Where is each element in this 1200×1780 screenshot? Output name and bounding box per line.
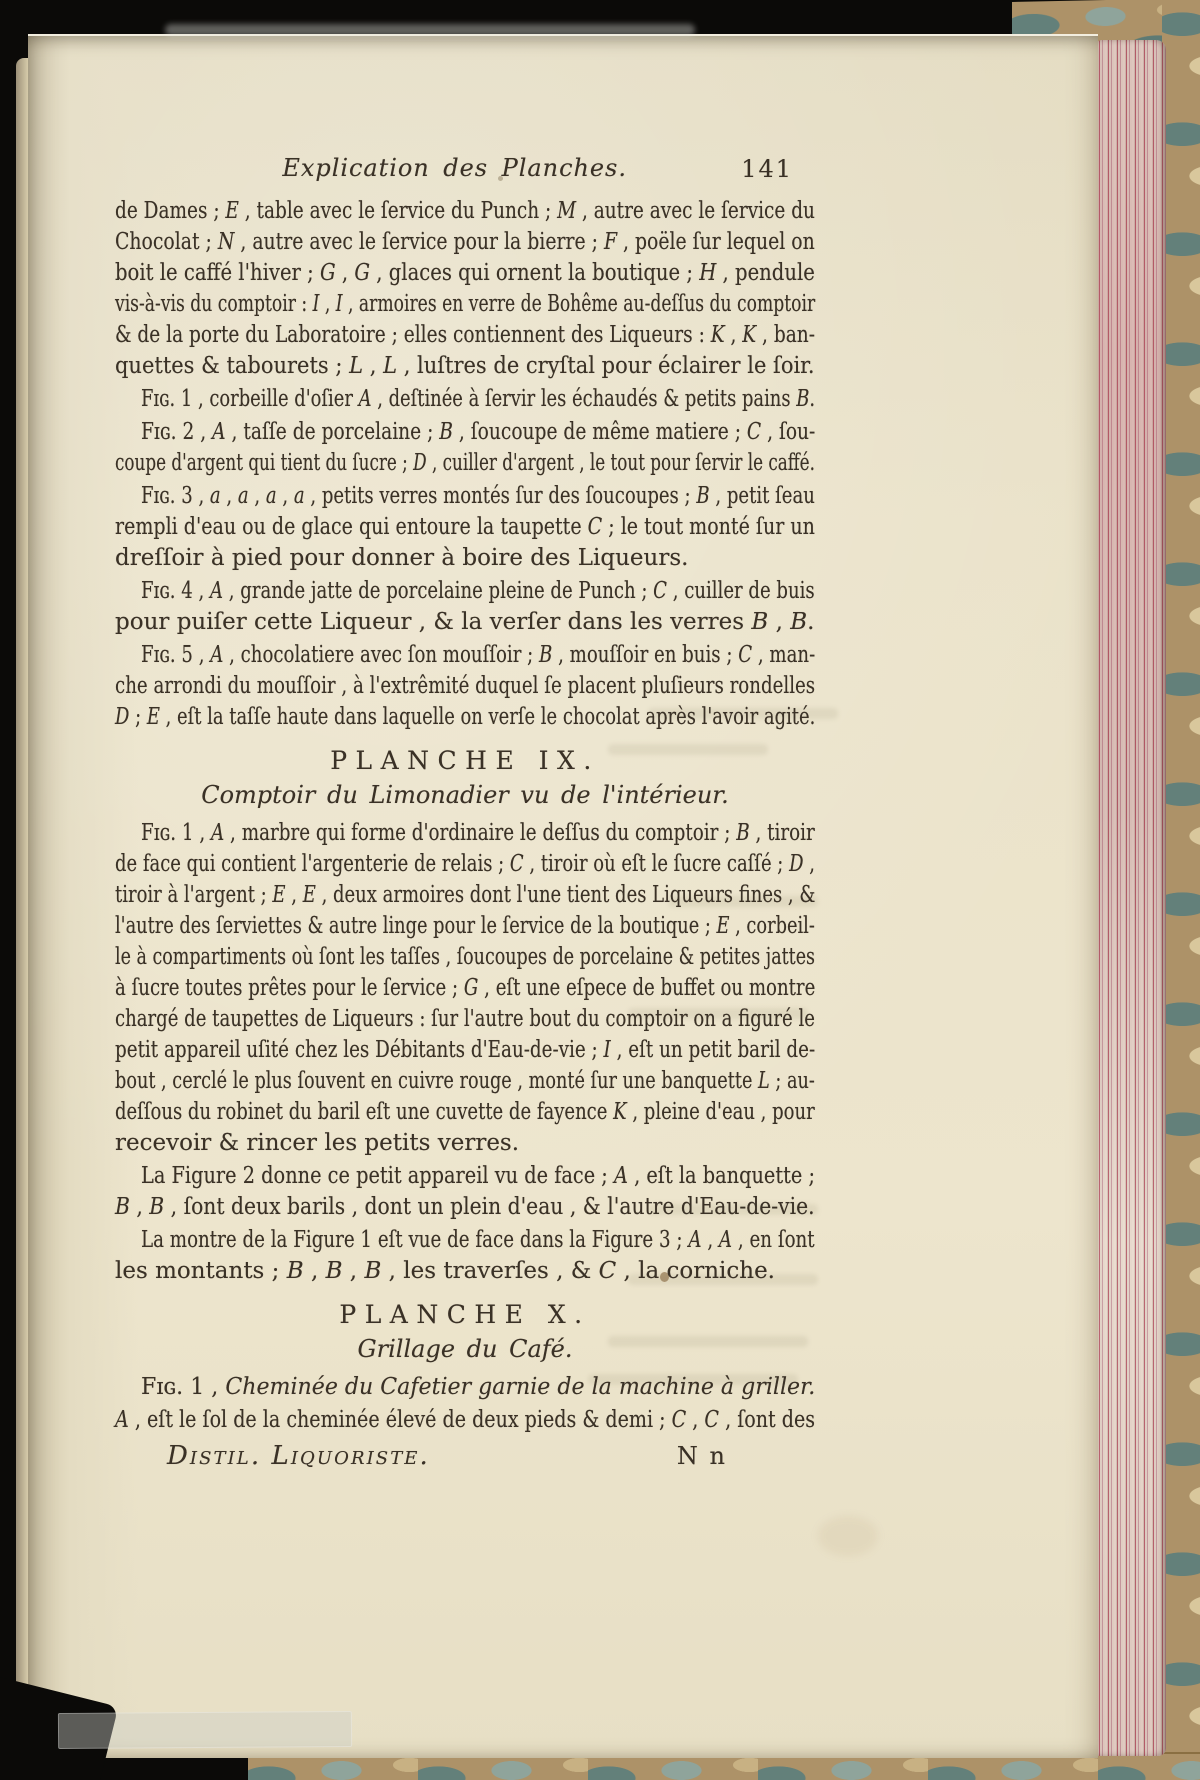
text-line: coupe d'argent qui tient du ſucre ; D , cuiller d'argent , le tout pour ſervir le caffé. — [115, 450, 815, 476]
subheading: Grillage du Café. — [357, 1335, 573, 1363]
text-line: che arrondi du mouſſoir , à l'extrêmité duquel ſe placent pluſieurs rondelles — [115, 673, 816, 699]
text-line: bout , cerclé le plus ſouvent en cuivre rouge , monté ſur une banquette L ; au- — [115, 1068, 815, 1094]
text-line: petit appareil uſité chez les Débitants d'Eau-de-vie ; I , eſt un petit baril de- — [115, 1037, 816, 1063]
signature-row — [115, 1441, 815, 1471]
paragraph — [115, 1225, 815, 1287]
paragraph — [115, 1161, 815, 1223]
text-line: Fɪɢ. 2 , A , taſſe de porcelaine ; B , ſoucoupe de même matiere ; C , ſou- — [141, 419, 816, 445]
marbled-cover-right-board — [1162, 0, 1200, 1780]
text-line: A , eſt le ſol de la cheminée élevé de deux pieds & demi ; C , C , ſont des — [115, 1407, 816, 1433]
text-line: Fɪɢ. 1 , A , marbre qui forme d'ordinaire le deſſus du comptoir ; B , tiroir — [141, 820, 815, 846]
text-line: Fɪɢ. 1 , Cheminée du Cafetier garnie de la machine à griller. — [141, 1374, 816, 1400]
text-line: recevoir & rincer les petits verres. — [115, 1130, 520, 1156]
text-line: l'autre des ſerviettes & autre linge pour le ſervice de la boutique ; E , corbeil- — [115, 913, 815, 939]
text-line: tiroir à l'argent ; E , E , deux armoires dont l'une tient des Liqueurs fines , & — [115, 882, 816, 908]
text-line: le à compartiments où ſont les taſſes , ſoucoupes de porcelaine & petites jattes — [115, 944, 816, 970]
text-line: Fɪɢ. 5 , A , chocolatiere avec ſon mouſſoir ; B , mouſſoir en buis ; C , man- — [141, 642, 816, 668]
page-title: Explication des Planches. — [282, 154, 627, 182]
text-line: de Dames ; E , table avec le ſervice du Punch ; M , autre avec le ſervice du — [115, 198, 815, 224]
heading: PLANCHE IX. — [330, 746, 600, 775]
text-line: Fɪɢ. 3 , a , a , a , a , petits verres montés ſur des ſoucoupes ; B , petit ſeau — [141, 483, 815, 509]
text-line: pour puiſer cette Liqueur , & la verſer dans les verres B , B. — [115, 609, 815, 635]
stain — [818, 1516, 878, 1556]
signature-mark: Distil. Liquoriste. — [167, 1441, 430, 1471]
heading: PLANCHE X. — [339, 1300, 591, 1329]
text-line: B , B , ſont deux barils , dont un plein d'eau , & l'autre d'Eau-de-vie. — [115, 1194, 815, 1220]
text-line: dreſſoir à pied pour donner à boire des Liqueurs. — [115, 545, 689, 571]
text-line: boit le caffé l'hiver ; G , G , glaces qui ornent la boutique ; H , pendule — [115, 260, 815, 286]
paragraph — [115, 640, 815, 733]
catchword: N n — [676, 1442, 727, 1470]
paragraph — [115, 417, 815, 479]
text-line: D ; E , eſt la taſſe haute dans laquelle on verſe le chocolat après l'avoir agité. — [115, 704, 816, 730]
text-line: Fɪɢ. 1 , corbeille d'oſier A , deſtinée à ſervir les échaudés & petits pains B. — [141, 386, 816, 412]
page — [28, 34, 1098, 1758]
paragraph — [115, 196, 815, 382]
text-line: Chocolat ; N , autre avec le ſervice pour la bierre ; F , poële ſur lequel on — [115, 229, 815, 255]
archival-tape — [58, 1711, 352, 1749]
text-line: les montants ; B , B , B , les traverſes , & C , la corniche. — [115, 1258, 775, 1284]
text-line: & de la porte du Laboratoire ; elles contiennent des Liqueurs : K , K , ban- — [115, 322, 815, 348]
text-line: vis-à-vis du comptoir : I , I , armoires en verre de Bohême au-deſſus du comptoir — [115, 291, 816, 317]
text-line: deſſous du robinet du baril eſt une cuvette de fayence K , pleine d'eau , pour — [115, 1099, 815, 1125]
text-line: La Figure 2 donne ce petit appareil vu de face ; A , eſt la banquette ; — [141, 1163, 815, 1189]
text-line: rempli d'eau ou de glace qui entoure la taupette C ; le tout monté ſur un — [115, 514, 815, 540]
page-number: 141 — [741, 155, 793, 183]
paragraph — [115, 1405, 815, 1436]
paragraph — [115, 576, 815, 638]
text-line: La montre de la Figure 1 eſt vue de face dans la Figure 3 ; A , A , en ſont — [141, 1227, 815, 1253]
text-line: quettes & tabourets ; L , L , luſtres de cryſtal pour éclairer le ſoir. — [115, 353, 815, 379]
paragraph — [115, 1372, 815, 1403]
text-line: chargé de taupettes de Liqueurs : ſur l'autre bout du comptoir on a figuré le — [115, 1006, 815, 1032]
running-head — [115, 154, 815, 188]
subheading: Comptoir du Limonadier vu de l'intérieur. — [201, 781, 729, 809]
paragraph — [115, 818, 815, 1159]
glassine-strip — [165, 24, 695, 36]
text-line: Fɪɢ. 4 , A , grande jatte de porcelaine pleine de Punch ; C , cuiller de buis — [141, 578, 815, 604]
fore-edge-page-stack — [1096, 40, 1166, 1756]
text-block — [115, 154, 815, 1471]
text-line: de face qui contient l'argenterie de relais ; C , tiroir où eſt le ſucre caſſé ; D , — [115, 851, 815, 877]
paragraph — [115, 384, 815, 415]
paragraph — [115, 481, 815, 574]
text-content — [115, 196, 815, 1436]
text-line: à ſucre toutes prêtes pour le ſervice ; G , eſt une eſpece de buffet ou montre — [115, 975, 816, 1001]
